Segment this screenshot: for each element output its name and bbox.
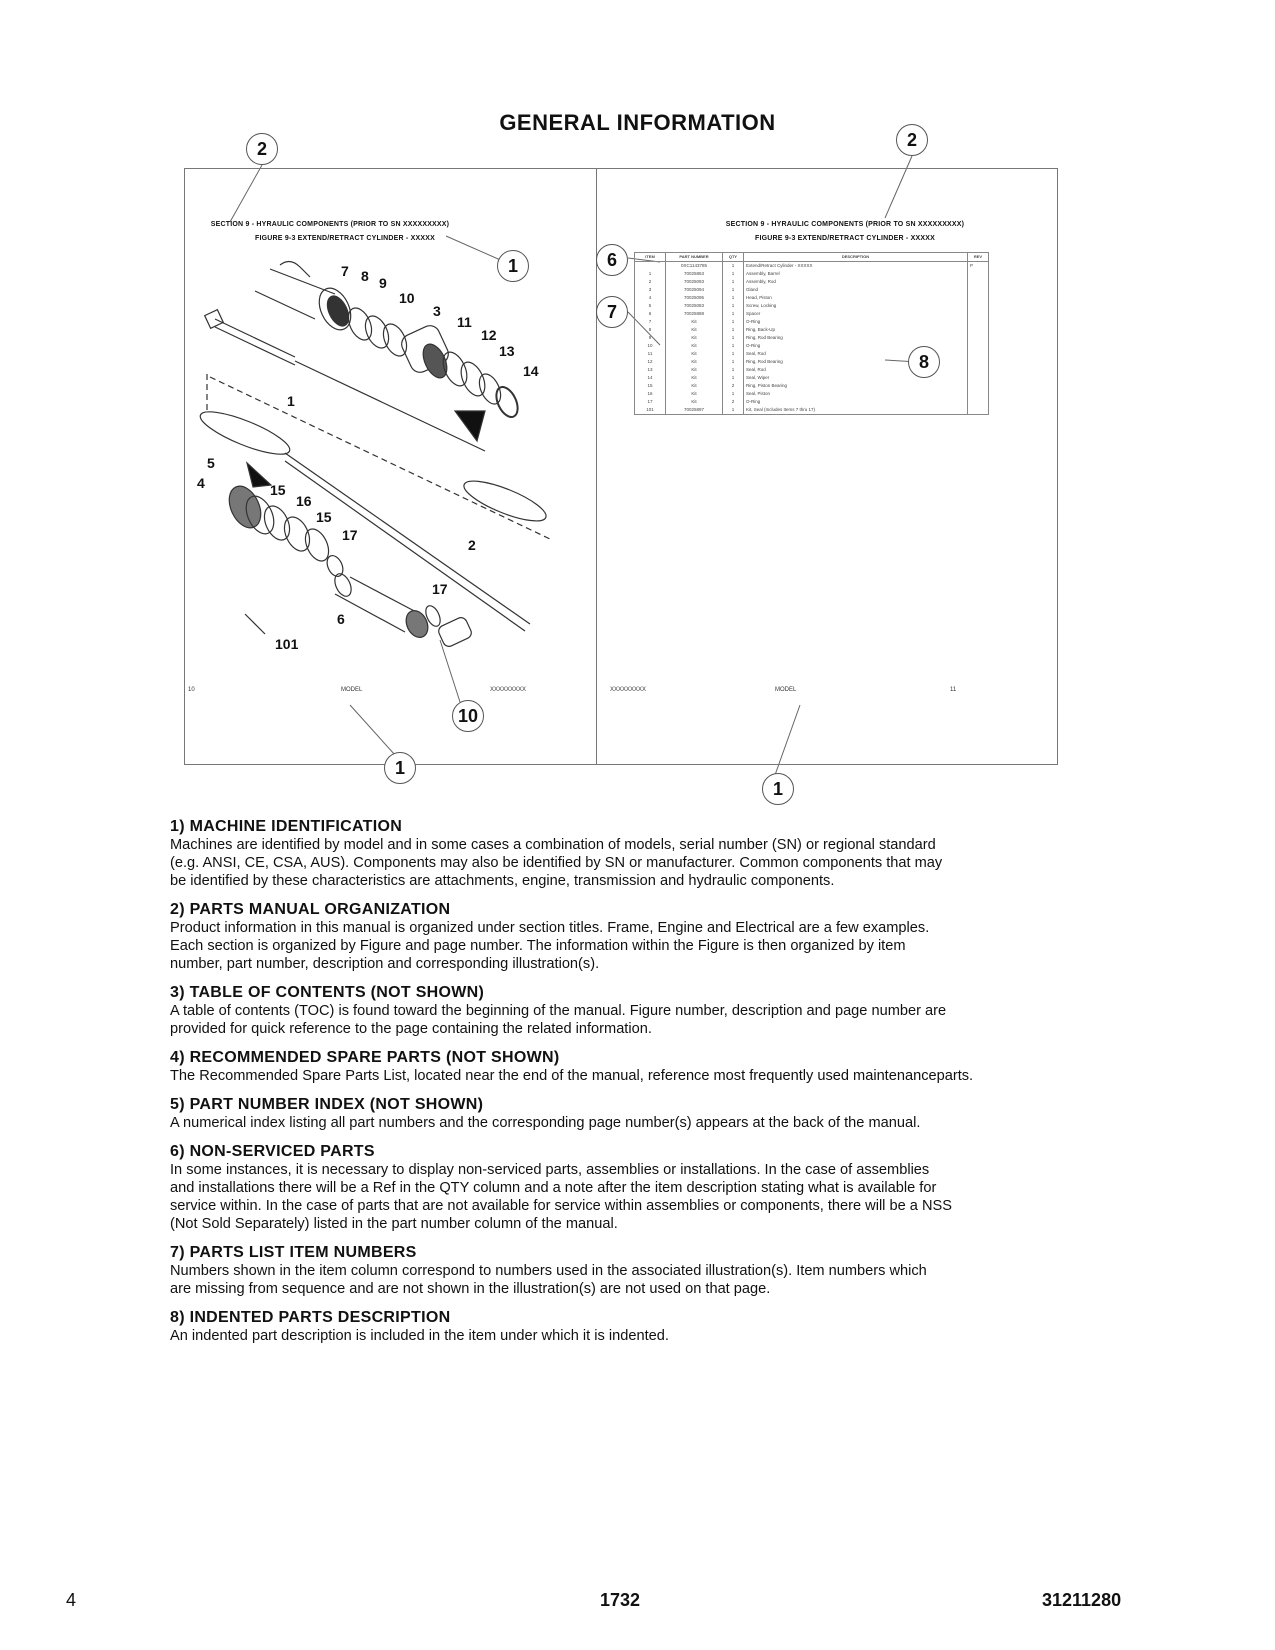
table-cell: 2 — [723, 382, 744, 390]
section-heading: 7) PARTS LIST ITEM NUMBERS — [170, 1244, 417, 1261]
section-body — [170, 1002, 1090, 1038]
table-row — [635, 398, 989, 406]
part-label: 9 — [379, 275, 387, 291]
table-cell: 70025093 — [666, 278, 723, 286]
part-label: 15 — [270, 482, 286, 498]
column-header: ITEM — [635, 253, 666, 262]
table-cell: 70025094 — [666, 286, 723, 294]
table-cell — [968, 374, 989, 382]
table-cell: Assembly, Rod — [744, 278, 968, 286]
table-cell: 70025083 — [666, 302, 723, 310]
table-cell: Assembly, Barrel — [744, 270, 968, 278]
part-label: 17 — [432, 581, 448, 597]
table-cell — [968, 390, 989, 398]
table-row — [635, 342, 989, 350]
callout-2: 2 — [896, 124, 928, 156]
table-cell: 1 — [723, 270, 744, 278]
footer-center-number: 1732 — [600, 1590, 641, 1610]
table-cell: 16 — [635, 390, 666, 398]
info-section — [170, 1143, 1090, 1233]
table-row — [635, 310, 989, 318]
table-cell: 1 — [723, 390, 744, 398]
table-cell: Kit — [666, 366, 723, 374]
table-cell: 5 — [635, 302, 666, 310]
table-row — [635, 278, 989, 286]
part-label: 8 — [361, 268, 369, 284]
callout-2: 2 — [246, 133, 278, 165]
table-row — [635, 270, 989, 278]
table-cell: 2 — [635, 278, 666, 286]
table-cell: 1 — [723, 286, 744, 294]
section-body — [170, 1067, 1090, 1085]
part-label: 12 — [481, 327, 497, 343]
section-heading: 1) MACHINE IDENTIFICATION — [170, 818, 403, 835]
part-label: 16 — [296, 493, 312, 509]
table-row — [635, 262, 989, 271]
info-section — [170, 818, 1090, 890]
column-header: PART NUMBER — [666, 253, 723, 262]
section-line: provided for quick reference to the page containing the related information. — [170, 1021, 652, 1037]
left-figure-title: FIGURE 9-3 EXTEND/RETRACT CYLINDER - XXXXX — [255, 235, 435, 242]
table-cell — [968, 382, 989, 390]
table-cell: 3 — [635, 286, 666, 294]
table-cell: Kit — [666, 326, 723, 334]
table-cell: P — [968, 262, 989, 271]
part-label: 3 — [433, 303, 441, 319]
table-cell: Kit — [666, 358, 723, 366]
table-cell: 1 — [723, 358, 744, 366]
table-cell: Spacer — [744, 310, 968, 318]
table-cell — [968, 294, 989, 302]
footer-page-number: 4 — [66, 1590, 77, 1610]
section-line: (Not Sold Separately) listed in the part number column of the manual. — [170, 1216, 618, 1232]
part-label: 1 — [287, 393, 295, 409]
parts-table-body — [635, 262, 989, 415]
table-cell: 6 — [635, 310, 666, 318]
table-row — [635, 334, 989, 342]
section-line: are missing from sequence and are not shown in the illustration(s) are not used on that page. — [170, 1281, 771, 1297]
information-sections — [170, 818, 1090, 1356]
table-cell — [968, 358, 989, 366]
section-heading: 5) PART NUMBER INDEX (NOT SHOWN) — [170, 1096, 484, 1113]
table-cell: 17 — [635, 398, 666, 406]
table-cell: Kit — [666, 390, 723, 398]
right-footer-model: MODEL — [775, 687, 797, 693]
table-cell: 70025863 — [666, 270, 723, 278]
info-section — [170, 1096, 1090, 1132]
table-row — [635, 406, 989, 415]
table-cell: 1 — [723, 326, 744, 334]
parts-list-table — [634, 252, 989, 415]
table-cell — [968, 334, 989, 342]
table-cell: 13 — [635, 366, 666, 374]
table-cell: 15 — [635, 382, 666, 390]
section-line: An indented part description is included in the item under which it is indented. — [170, 1328, 669, 1344]
part-label: 15 — [316, 509, 332, 525]
callout-10: 10 — [452, 700, 484, 732]
info-section — [170, 1049, 1090, 1085]
table-cell: Kit — [666, 334, 723, 342]
table-cell: Kit, Seal (Includes Items 7 thru 17) — [744, 406, 968, 415]
table-cell: 8 — [635, 326, 666, 334]
table-cell: 70025095 — [666, 294, 723, 302]
part-label: 14 — [523, 363, 539, 379]
right-footer-page: 11 — [950, 687, 957, 693]
table-cell: Kit — [666, 382, 723, 390]
section-line: and installations there will be a Ref in the QTY column and a note after the item description stating what is available for — [170, 1180, 937, 1196]
table-cell: 1 — [723, 366, 744, 374]
table-row — [635, 294, 989, 302]
table-cell: Seal, Wiper — [744, 374, 968, 382]
table-cell: Kit — [666, 342, 723, 350]
table-cell: O-Ring — [744, 398, 968, 406]
section-body — [170, 919, 1090, 973]
info-section — [170, 1244, 1090, 1298]
table-row — [635, 374, 989, 382]
section-line: In some instances, it is necessary to display non-serviced parts, assemblies or installations. In the case of assemblies — [170, 1162, 930, 1178]
table-cell: 1 — [723, 294, 744, 302]
column-header: DESCRIPTION — [744, 253, 968, 262]
section-line: Each section is organized by Figure and page number. The information within the Figure is then organized by item — [170, 938, 906, 954]
section-line: The Recommended Spare Parts List, located near the end of the manual, reference most frequently used maintenanceparts. — [170, 1068, 974, 1084]
table-cell: 0XC1143785 — [666, 262, 723, 271]
info-section — [170, 984, 1090, 1038]
table-cell — [968, 398, 989, 406]
section-heading: 6) NON-SERVICED PARTS — [170, 1143, 375, 1160]
table-cell — [968, 270, 989, 278]
table-cell: Ring, Rod Bearing — [744, 334, 968, 342]
section-line: number, part number, description and corresponding illustration(s). — [170, 956, 600, 972]
table-cell — [968, 406, 989, 415]
table-cell: Kit — [666, 318, 723, 326]
table-cell: 1 — [723, 406, 744, 415]
table-cell — [968, 366, 989, 374]
table-cell: 1 — [723, 350, 744, 358]
right-figure-title: FIGURE 9-3 EXTEND/RETRACT CYLINDER - XXXXX — [755, 235, 935, 242]
callout-7: 7 — [596, 296, 628, 328]
part-label: 7 — [341, 263, 349, 279]
page-title: GENERAL INFORMATION — [499, 110, 776, 135]
part-label: 17 — [342, 527, 358, 543]
table-cell: 14 — [635, 374, 666, 382]
column-header: QTY — [723, 253, 744, 262]
part-label: 6 — [337, 611, 345, 627]
table-cell — [968, 310, 989, 318]
right-section-header: SECTION 9 - HYRAULIC COMPONENTS (PRIOR TO SN XXXXXXXXX) — [725, 221, 965, 228]
left-section-header: SECTION 9 - HYRAULIC COMPONENTS (PRIOR TO SN XXXXXXXXX) — [210, 221, 450, 228]
table-header-row — [635, 253, 989, 262]
table-cell: 1 — [723, 342, 744, 350]
section-heading: 2) PARTS MANUAL ORGANIZATION — [170, 901, 451, 918]
section-heading: 4) RECOMMENDED SPARE PARTS (NOT SHOWN) — [170, 1049, 560, 1066]
table-cell: 9 — [635, 334, 666, 342]
section-line: Machines are identified by model and in some cases a combination of models, serial number (SN) or regional standard — [170, 837, 936, 853]
section-line: Product information in this manual is organized under section titles. Frame, Engine and Electrical are a few examples. — [170, 920, 930, 936]
table-row — [635, 382, 989, 390]
part-label: 13 — [499, 343, 515, 359]
table-cell: 1 — [635, 270, 666, 278]
table-cell: 70025897 — [666, 406, 723, 415]
table-cell — [968, 350, 989, 358]
left-footer-model: MODEL — [341, 687, 363, 693]
callout-1: 1 — [497, 250, 529, 282]
table-row — [635, 390, 989, 398]
left-footer-page: 10 — [188, 687, 195, 693]
section-line: (e.g. ANSI, CE, CSA, AUS). Components may also be identified by SN or manufacturer. Common components that may — [170, 855, 943, 871]
table-cell: O-Ring — [744, 342, 968, 350]
left-footer-sn: XXXXXXXXX — [490, 687, 527, 693]
table-cell: 101 — [635, 406, 666, 415]
part-label: 10 — [399, 290, 415, 306]
table-cell: 2 — [723, 398, 744, 406]
table-cell: 1 — [723, 302, 744, 310]
table-row — [635, 318, 989, 326]
table-cell — [968, 318, 989, 326]
table-cell — [635, 262, 666, 271]
part-label-layer — [185, 169, 596, 766]
part-label: 4 — [197, 475, 205, 491]
table-row — [635, 326, 989, 334]
section-heading: 3) TABLE OF CONTENTS (NOT SHOWN) — [170, 984, 485, 1001]
table-cell: 10 — [635, 342, 666, 350]
table-cell: Seal, Piston — [744, 390, 968, 398]
table-cell: O-Ring — [744, 318, 968, 326]
table-cell: 7 — [635, 318, 666, 326]
section-body — [170, 836, 1090, 890]
table-cell: 1 — [723, 374, 744, 382]
table-cell: 1 — [723, 334, 744, 342]
table-cell: Seal, Rod — [744, 366, 968, 374]
table-cell: Ring, Back-Up — [744, 326, 968, 334]
section-line: A table of contents (TOC) is found toward the beginning of the manual. Figure number, description and page number are — [170, 1003, 947, 1019]
part-label: 2 — [468, 537, 476, 553]
table-row — [635, 302, 989, 310]
table-cell: 1 — [723, 310, 744, 318]
section-line: service within. In the case of parts that are not available for service within assemblies or components, there will be a NSS — [170, 1198, 952, 1214]
callout-6: 6 — [596, 244, 628, 276]
table-cell: 1 — [723, 318, 744, 326]
table-cell: 11 — [635, 350, 666, 358]
table-cell: Gland — [744, 286, 968, 294]
part-label: 11 — [457, 314, 472, 330]
table-cell: Ring, Piston Bearing — [744, 382, 968, 390]
table-cell: 1 — [723, 262, 744, 271]
callout-1: 1 — [384, 752, 416, 784]
part-label: 5 — [207, 455, 215, 471]
table-cell: Extend/Retract Cylinder - XXXXX — [744, 262, 968, 271]
part-label: 101 — [275, 636, 299, 652]
table-cell — [968, 278, 989, 286]
callout-1: 1 — [762, 773, 794, 805]
table-cell: Kit — [666, 374, 723, 382]
table-cell — [968, 302, 989, 310]
table-cell — [968, 342, 989, 350]
table-cell: Kit — [666, 350, 723, 358]
table-cell: 4 — [635, 294, 666, 302]
footer-document-number: 31211280 — [1042, 1590, 1122, 1610]
table-row — [635, 286, 989, 294]
section-line: be identified by these characteristics are attachments, engine, transmission and hydraulic components. — [170, 873, 835, 889]
table-cell: 1 — [723, 278, 744, 286]
section-heading: 8) INDENTED PARTS DESCRIPTION — [170, 1309, 451, 1326]
table-cell: 12 — [635, 358, 666, 366]
info-section — [170, 1309, 1090, 1345]
callout-8: 8 — [908, 346, 940, 378]
table-cell: Screw, Locking — [744, 302, 968, 310]
table-cell: Kit — [666, 398, 723, 406]
table-cell: 70025888 — [666, 310, 723, 318]
table-cell — [968, 286, 989, 294]
section-body — [170, 1327, 1090, 1345]
table-cell: Seal, Rod — [744, 350, 968, 358]
table-cell: Head, Piston — [744, 294, 968, 302]
section-body — [170, 1262, 1090, 1298]
table-cell — [968, 326, 989, 334]
table-cell: Ring, Rod Bearing — [744, 358, 968, 366]
column-header: REV — [968, 253, 989, 262]
right-footer-sn: XXXXXXXXX — [610, 687, 647, 693]
section-body — [170, 1161, 1090, 1233]
section-body — [170, 1114, 1090, 1132]
section-line: A numerical index listing all part numbers and the corresponding page number(s) appears at the back of the manual. — [170, 1115, 921, 1131]
section-line: Numbers shown in the item column correspond to numbers used in the associated illustration(s). Item numbers which — [170, 1263, 927, 1279]
info-section — [170, 901, 1090, 973]
